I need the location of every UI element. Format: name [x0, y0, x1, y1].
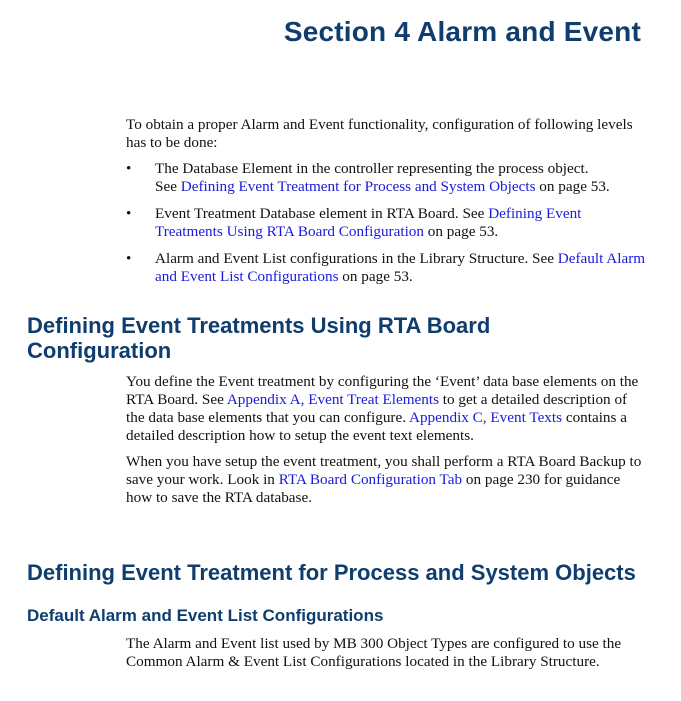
bullet-icon: •: [126, 250, 132, 267]
rta-paragraph-2: When you have setup the event treatment, you shall perform a RTA Board Backup to save your work. Look in RTA Board Configuration Tab on page 230 for guidance how to save the RTA database.: [126, 453, 642, 506]
link-rta-board-config-tab[interactable]: RTA Board Configuration Tab: [278, 471, 463, 488]
bullet-text: Event Treatment Database element in RTA Board. See Defining Event Treatments Using RTA Board Configuration on page 53.: [155, 205, 582, 240]
section-title: Section 4 Alarm and Event: [283, 16, 641, 47]
link-defining-event-treatment-process-system[interactable]: Defining Event Treatment for Process and System Objects: [180, 178, 536, 195]
default-config-paragraph: The Alarm and Event list used by MB 300 Object Types are configured to use the Common Alarm & Event List Configurations located in the Library Structure.: [126, 635, 622, 670]
intro-paragraph: To obtain a proper Alarm and Event functionality, configuration of following levels has to be done:: [126, 116, 633, 151]
process-section-heading: Defining Event Treatment for Process and System Objects: [27, 560, 636, 585]
link-appendix-c[interactable]: Appendix C, Event Texts: [408, 409, 563, 426]
link-appendix-a[interactable]: Appendix A, Event Treat Elements: [226, 391, 439, 408]
bullet-icon: •: [126, 205, 132, 222]
bullet-text: The Database Element in the controller representing the process object. See Defining Event Treatment for Process and System Objects on page 53.: [155, 160, 610, 195]
link-defining-event-treatments-rta[interactable]: Defining Event Treatments Using RTA Board Configuration: [155, 205, 582, 240]
default-config-subheading: Default Alarm and Event List Configurations: [27, 606, 384, 625]
link-default-alarm-event-list-config[interactable]: Default Alarm and Event List Configurations: [155, 250, 646, 285]
rta-paragraph-1: You define the Event treatment by configuring the ‘Event’ data base elements on the RTA Board. See Appendix A, Event Treat Elements to get a detailed description of the data base elements that you can configure. Appendix C, Event Texts contains a detailed description how to setup the event text elements.: [126, 373, 639, 444]
bullet-icon: •: [126, 160, 132, 177]
bullet-text: Alarm and Event List configurations in the Library Structure. See Default Alarm and Event List Configurations on page 53.: [155, 250, 646, 285]
rta-section-heading: Defining Event Treatments Using RTA Board Configuration: [27, 313, 491, 363]
